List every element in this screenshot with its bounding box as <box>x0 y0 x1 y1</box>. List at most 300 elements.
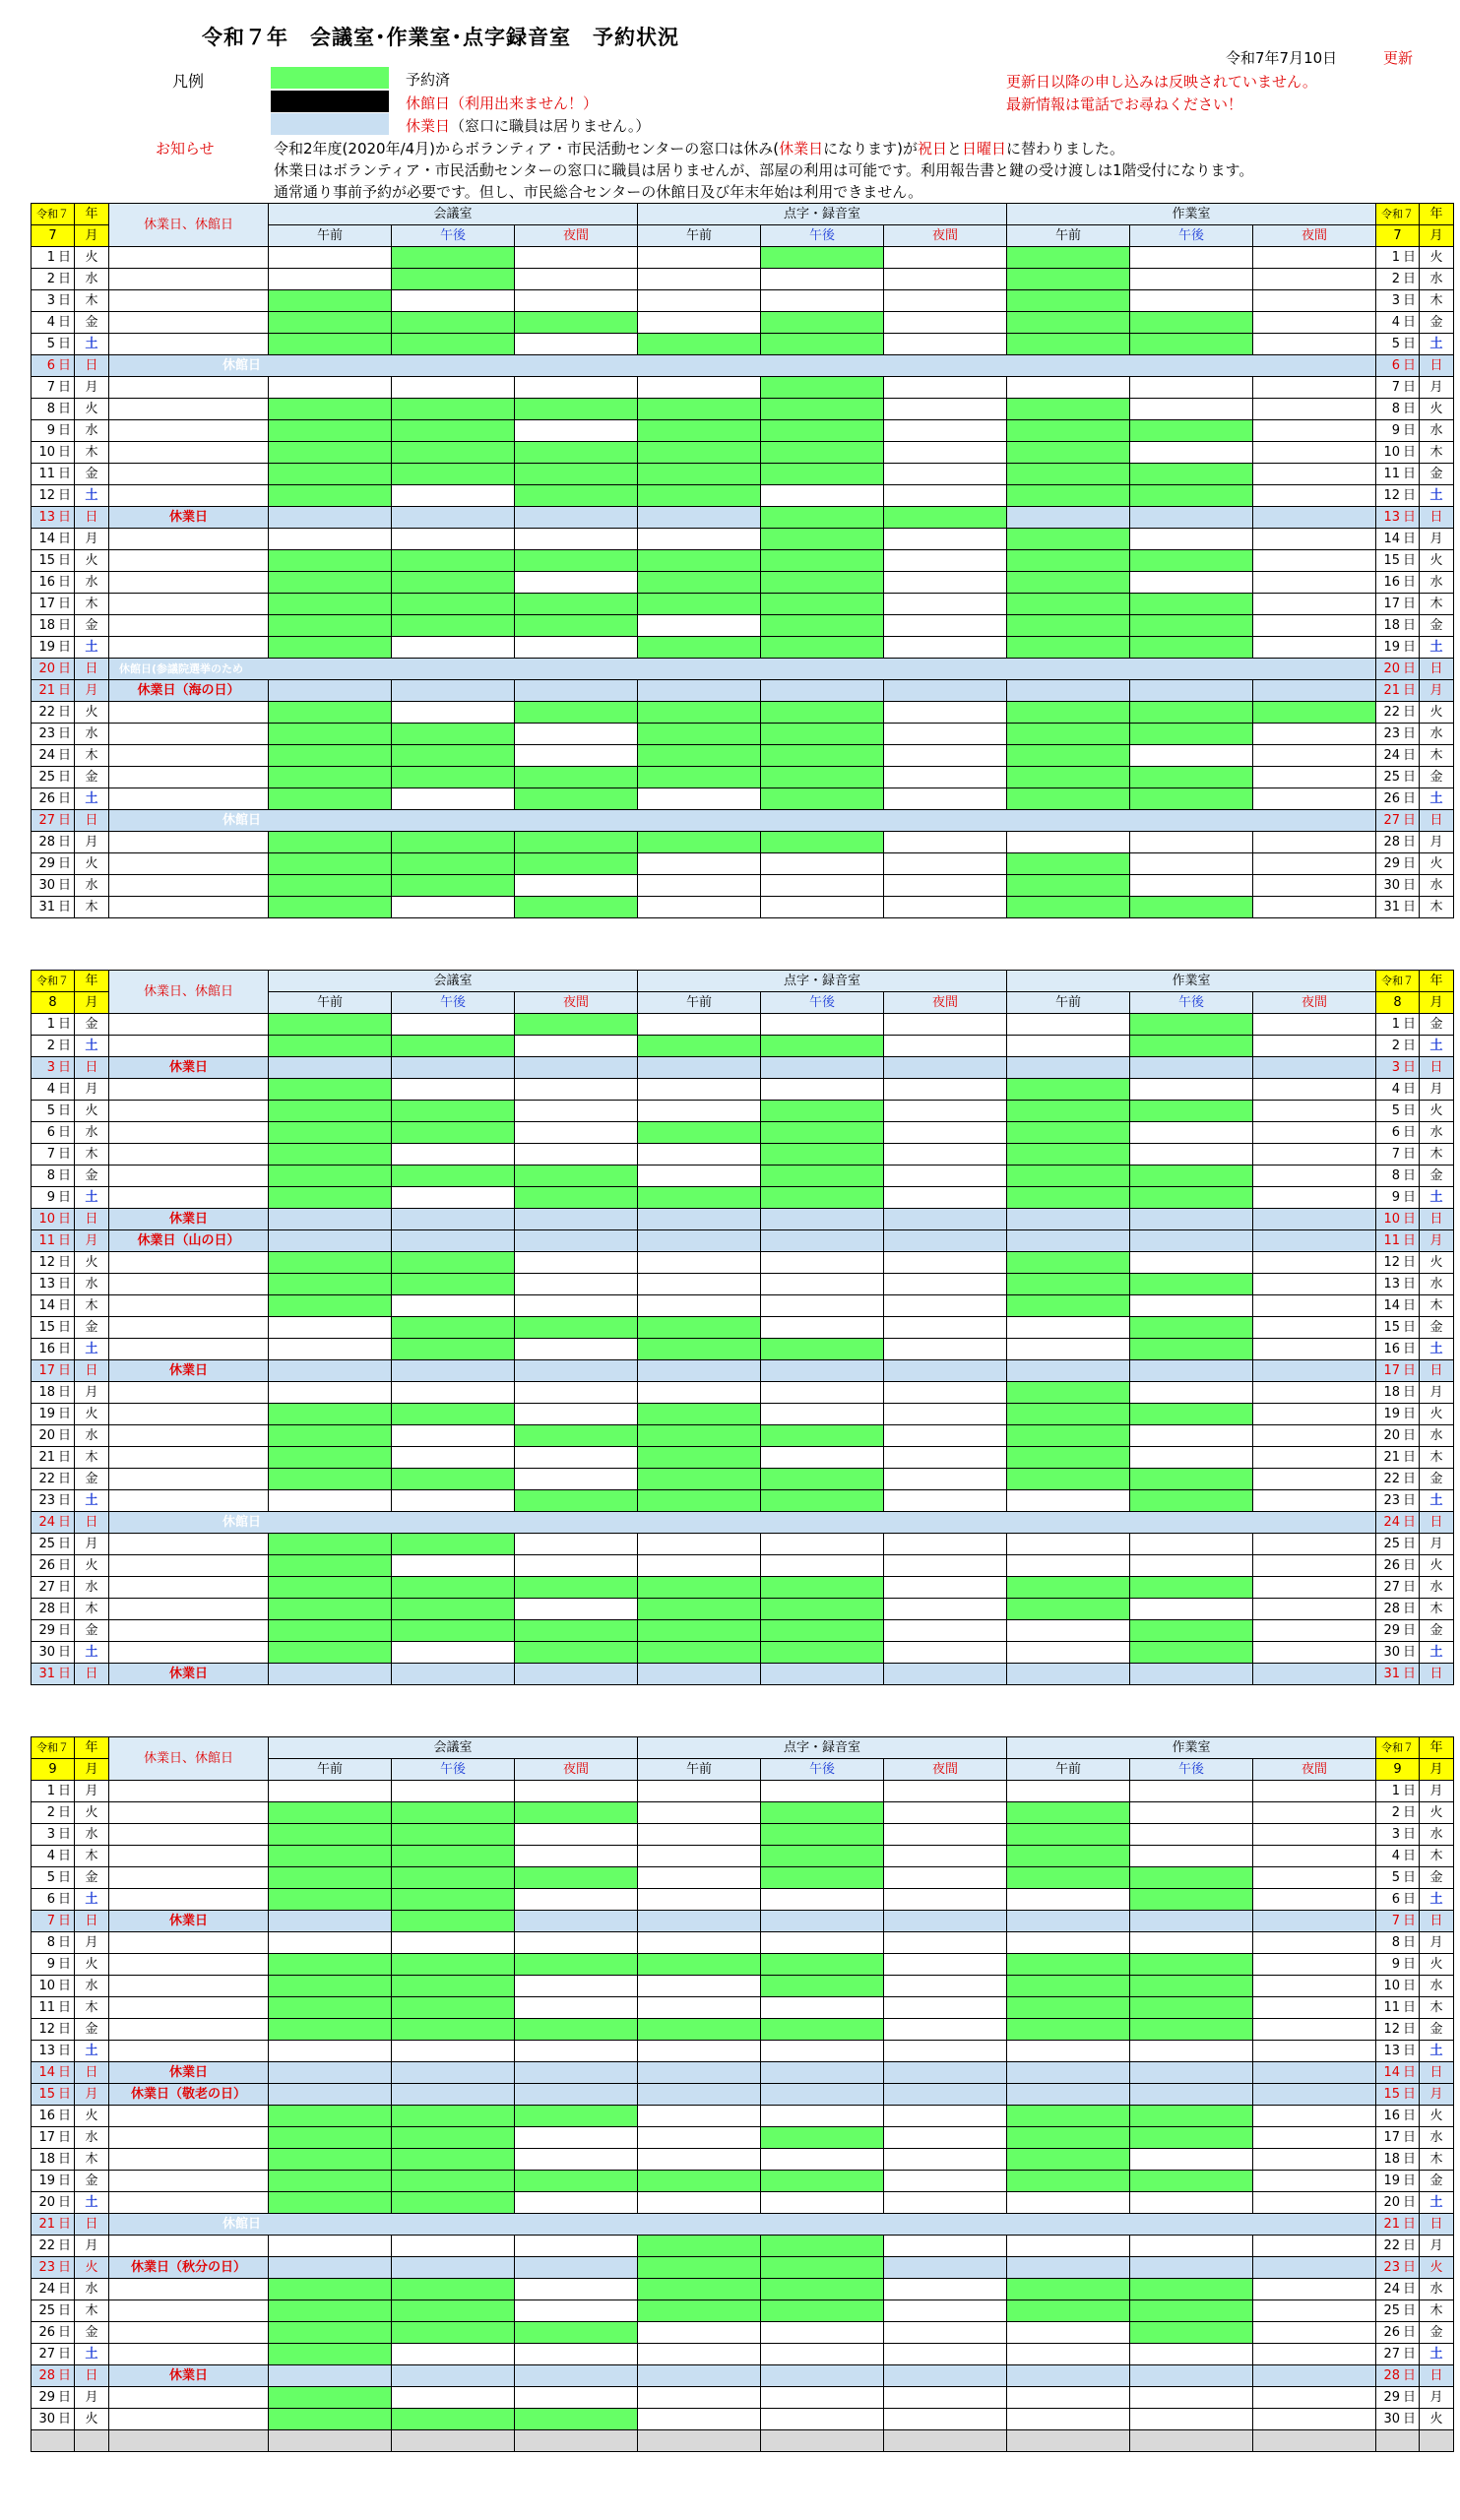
reserved-slot <box>638 334 761 355</box>
empty-cell <box>884 2430 1007 2452</box>
reserved-slot <box>515 1317 638 1339</box>
open-slot <box>515 1101 638 1122</box>
reserved-slot <box>1007 1824 1130 1846</box>
day-value: 11 <box>38 1999 55 2015</box>
open-slot <box>884 247 1007 269</box>
day-value: 27 <box>1383 812 1400 828</box>
open-slot <box>1007 1642 1130 1664</box>
day-number <box>32 1166 75 1187</box>
day-unit: 日 <box>57 2367 71 2383</box>
reserved-slot <box>1007 334 1130 355</box>
weekday: 月 <box>75 2236 109 2257</box>
reserved-slot <box>269 464 392 485</box>
day-number <box>1376 1802 1420 1824</box>
open-slot <box>884 2409 1007 2430</box>
open-slot <box>638 2106 761 2127</box>
day-row <box>32 1642 1454 1664</box>
page-title: 令和７年 会議室･作業室･点字録音室 予約状況 <box>202 26 679 49</box>
open-slot <box>392 2041 515 2062</box>
day-value: 8 <box>46 1934 55 1950</box>
month-section-8 <box>31 970 1454 1685</box>
day-number <box>32 1534 75 1555</box>
day-number <box>1376 897 1420 918</box>
open-slot <box>884 1954 1007 1976</box>
open-slot <box>884 2322 1007 2344</box>
closed-label <box>109 2041 269 2062</box>
open-slot <box>1130 2062 1253 2084</box>
closed-label <box>109 1620 269 1642</box>
day-number <box>32 1997 75 2019</box>
reserved-slot <box>638 767 761 788</box>
open-slot <box>515 247 638 269</box>
open-slot <box>1130 1295 1253 1317</box>
open-slot <box>1007 2257 1130 2279</box>
reserved-slot <box>392 2192 515 2214</box>
reserved-slot <box>515 2409 638 2430</box>
weekday: 金 <box>1420 464 1454 485</box>
reserved-slot <box>269 1144 392 1166</box>
day-value: 9 <box>1391 1189 1400 1205</box>
open-slot <box>515 2041 638 2062</box>
weekday: 金 <box>75 615 109 637</box>
day-unit: 日 <box>57 1891 71 1907</box>
day-unit: 日 <box>57 2173 71 2188</box>
open-slot <box>1007 2041 1130 2062</box>
day-row <box>32 1187 1454 1209</box>
day-value: 21 <box>38 1449 55 1465</box>
open-slot <box>1253 1079 1376 1101</box>
closed-label <box>109 464 269 485</box>
day-number <box>1376 2041 1420 2062</box>
reserved-slot <box>638 637 761 659</box>
open-slot <box>1253 1382 1376 1404</box>
weekday: 月 <box>75 1079 109 1101</box>
open-slot <box>269 269 392 290</box>
open-slot <box>515 1889 638 1911</box>
weekday: 火 <box>75 1802 109 1824</box>
day-row <box>32 1577 1454 1599</box>
weekday: 金 <box>75 312 109 334</box>
reserved-slot <box>1007 2171 1130 2192</box>
weekday: 日 <box>75 1664 109 1685</box>
day-value: 10 <box>1383 444 1400 460</box>
day-value: 5 <box>46 1869 55 1885</box>
open-slot <box>1007 1360 1130 1382</box>
legend-holiday-word: 休業日 <box>406 117 451 135</box>
day-unit: 日 <box>1402 2064 1416 2080</box>
day-number <box>32 1230 75 1252</box>
open-slot <box>1253 1954 1376 1976</box>
day-unit: 日 <box>1402 1038 1416 1053</box>
weekday: 木 <box>75 442 109 464</box>
reserved-slot <box>1130 767 1253 788</box>
notice-1e: と <box>946 140 962 158</box>
open-slot <box>1253 2279 1376 2300</box>
open-slot <box>515 377 638 399</box>
reserved-slot <box>1130 1274 1253 1295</box>
open-slot <box>392 1187 515 1209</box>
reserved-slot <box>269 485 392 507</box>
day-value: 25 <box>1383 769 1400 785</box>
day-unit: 日 <box>1402 249 1416 265</box>
day-unit: 日 <box>57 639 71 655</box>
day-unit: 日 <box>57 2237 71 2253</box>
day-row <box>32 420 1454 442</box>
reserved-slot <box>1007 464 1130 485</box>
day-number <box>32 1036 75 1057</box>
day-value: 16 <box>1383 574 1400 590</box>
open-slot <box>515 2365 638 2387</box>
weekday: 土 <box>1420 1642 1454 1664</box>
open-slot <box>638 615 761 637</box>
closed-label <box>109 1252 269 1274</box>
day-unit: 日 <box>1402 531 1416 546</box>
open-slot <box>884 897 1007 918</box>
day-unit: 日 <box>57 444 71 460</box>
day-number <box>1376 1079 1420 1101</box>
reserved-slot <box>1007 1599 1130 1620</box>
open-slot <box>761 1911 884 1932</box>
day-row <box>32 1360 1454 1382</box>
month-unit: 月 <box>75 1759 109 1781</box>
day-row <box>32 1469 1454 1490</box>
day-value: 12 <box>1383 487 1400 503</box>
weekday: 水 <box>1420 1577 1454 1599</box>
open-slot <box>1253 2106 1376 2127</box>
open-slot <box>761 897 884 918</box>
open-slot <box>1007 2322 1130 2344</box>
slot-header: 夜間 <box>515 992 638 1014</box>
open-slot <box>884 1447 1007 1469</box>
day-value: 14 <box>38 531 55 546</box>
day-number <box>1376 1425 1420 1447</box>
day-row <box>32 1620 1454 1642</box>
day-unit: 日 <box>57 855 71 871</box>
weekday: 火 <box>1420 1802 1454 1824</box>
open-slot <box>1253 1166 1376 1187</box>
day-value: 7 <box>46 1913 55 1928</box>
day-value: 22 <box>38 2237 55 2253</box>
weekday: 火 <box>75 399 109 420</box>
day-value: 19 <box>38 1406 55 1421</box>
day-number <box>32 2322 75 2344</box>
day-row <box>32 1122 1454 1144</box>
open-slot <box>1130 269 1253 290</box>
year-cell: 年 <box>1420 1737 1454 1759</box>
day-unit: 日 <box>57 1644 71 1660</box>
day-value: 12 <box>1383 1254 1400 1270</box>
open-slot <box>1253 1781 1376 1802</box>
day-row <box>32 1382 1454 1404</box>
closed-day-bar: 休館日(参議院選挙のため <box>109 659 1376 680</box>
day-unit: 日 <box>57 1167 71 1183</box>
day-value: 1 <box>1391 1016 1400 1032</box>
day-number <box>32 1512 75 1534</box>
open-slot <box>515 420 638 442</box>
year-cell: 年 <box>1420 971 1454 992</box>
day-unit: 日 <box>1402 855 1416 871</box>
reserved-slot <box>761 1036 884 1057</box>
reserved-slot <box>1130 420 1253 442</box>
day-number <box>1376 637 1420 659</box>
slot-header: 午前 <box>638 992 761 1014</box>
month-number: 7 <box>1376 225 1420 247</box>
open-slot <box>884 1079 1007 1101</box>
open-slot <box>1253 312 1376 334</box>
day-value: 2 <box>1391 271 1400 286</box>
open-slot <box>1253 464 1376 485</box>
open-slot <box>638 2041 761 2062</box>
reserved-slot <box>269 1534 392 1555</box>
open-slot <box>884 399 1007 420</box>
open-slot <box>515 290 638 312</box>
open-slot <box>884 1382 1007 1404</box>
legend-text-reserved: 予約済 <box>406 71 451 89</box>
reserved-slot <box>638 1599 761 1620</box>
slot-header: 午後 <box>1130 1759 1253 1781</box>
open-slot <box>638 1976 761 1997</box>
reserved-slot <box>1007 1252 1130 1274</box>
open-slot <box>638 2192 761 2214</box>
closed-label <box>109 853 269 875</box>
open-slot <box>1007 2365 1130 2387</box>
open-slot <box>269 2236 392 2257</box>
reserved-slot <box>1007 724 1130 745</box>
day-unit: 日 <box>57 2129 71 2145</box>
closed-label <box>109 1469 269 1490</box>
day-value: 23 <box>38 1492 55 1508</box>
reserved-slot <box>1130 1187 1253 1209</box>
reserved-slot <box>269 2409 392 2430</box>
open-slot <box>884 312 1007 334</box>
weekday: 金 <box>75 1867 109 1889</box>
notice-1f: 日曜日 <box>961 140 1006 158</box>
day-value: 30 <box>38 877 55 893</box>
day-value: 30 <box>38 1644 55 1660</box>
weekday: 日 <box>75 2365 109 2387</box>
day-unit: 日 <box>57 1956 71 1972</box>
day-value: 17 <box>38 596 55 611</box>
day-unit: 日 <box>57 1848 71 1863</box>
open-slot <box>884 1036 1007 1057</box>
day-number <box>1376 1534 1420 1555</box>
empty-cell <box>1253 2430 1376 2452</box>
day-unit: 日 <box>57 552 71 568</box>
day-number <box>32 1057 75 1079</box>
open-slot <box>515 875 638 897</box>
reserved-slot <box>269 1577 392 1599</box>
notice-1a: 令和2年度(2020年/4月)からボランティア・市民活動センターの窓口は休み( <box>274 140 780 158</box>
month-section-7 <box>31 203 1454 918</box>
day-number <box>32 1014 75 1036</box>
weekday: 水 <box>1420 1824 1454 1846</box>
open-slot <box>269 529 392 550</box>
day-value: 2 <box>46 1804 55 1820</box>
day-row <box>32 1846 1454 1867</box>
day-row <box>32 1954 1454 1976</box>
weekday: 火 <box>1420 2106 1454 2127</box>
reserved-slot <box>761 1122 884 1144</box>
weekday: 日 <box>75 2062 109 2084</box>
weekday: 木 <box>1420 2149 1454 2171</box>
open-slot <box>515 2257 638 2279</box>
reserved-slot <box>392 1404 515 1425</box>
open-slot <box>884 702 1007 724</box>
open-slot <box>1007 507 1130 529</box>
weekday: 木 <box>75 594 109 615</box>
day-number <box>32 269 75 290</box>
open-slot <box>1007 1932 1130 1954</box>
day-row <box>32 1339 1454 1360</box>
day-row <box>32 290 1454 312</box>
open-slot <box>1253 1122 1376 1144</box>
open-slot <box>1007 1057 1130 1079</box>
day-number <box>32 2365 75 2387</box>
reserved-slot <box>1130 1997 1253 2019</box>
closed-label <box>109 2409 269 2430</box>
closed-label <box>109 1781 269 1802</box>
day-value: 16 <box>38 574 55 590</box>
reserved-slot <box>269 1620 392 1642</box>
open-slot <box>884 615 1007 637</box>
day-value: 21 <box>1383 2216 1400 2232</box>
open-slot <box>761 1555 884 1577</box>
room-header: 作業室 <box>1007 1737 1376 1759</box>
reserved-slot <box>1130 1339 1253 1360</box>
closed-label <box>109 1555 269 1577</box>
day-value: 30 <box>1383 1644 1400 1660</box>
day-unit: 日 <box>1402 1783 1416 1798</box>
day-unit: 日 <box>57 271 71 286</box>
reserved-slot <box>515 2019 638 2041</box>
day-value: 5 <box>1391 336 1400 351</box>
day-row <box>32 637 1454 659</box>
notice-line-1 <box>274 138 1124 158</box>
reserved-slot <box>269 2192 392 2214</box>
day-number <box>32 1802 75 1824</box>
open-slot <box>638 2084 761 2106</box>
day-number <box>32 572 75 594</box>
open-slot <box>515 1599 638 1620</box>
open-slot <box>1007 2084 1130 2106</box>
open-slot <box>269 2084 392 2106</box>
day-unit: 日 <box>1402 1557 1416 1573</box>
open-slot <box>638 1209 761 1230</box>
open-slot <box>269 1911 392 1932</box>
open-slot <box>884 2062 1007 2084</box>
day-unit: 日 <box>1402 2021 1416 2037</box>
reserved-slot <box>638 1339 761 1360</box>
weekday: 水 <box>1420 1425 1454 1447</box>
legend-swatch-holiday <box>271 113 389 135</box>
day-number <box>1376 2084 1420 2106</box>
open-slot <box>1007 1490 1130 1512</box>
day-value: 23 <box>38 725 55 741</box>
open-slot <box>269 1932 392 1954</box>
day-unit: 日 <box>1402 704 1416 720</box>
day-value: 26 <box>1383 790 1400 806</box>
closed-label <box>109 2192 269 2214</box>
closed-label: 休業日 <box>109 1664 269 1685</box>
open-slot <box>1130 290 1253 312</box>
open-slot <box>515 572 638 594</box>
weekday: 日 <box>75 1360 109 1382</box>
open-slot <box>1130 2149 1253 2171</box>
open-slot <box>1253 1824 1376 1846</box>
day-number <box>1376 2365 1420 2387</box>
day-number <box>32 1911 75 1932</box>
open-slot <box>884 1057 1007 1079</box>
day-value: 11 <box>38 466 55 481</box>
day-unit: 日 <box>1402 2151 1416 2167</box>
day-number <box>1376 1295 1420 1317</box>
reserved-slot <box>515 1166 638 1187</box>
closed-label <box>109 745 269 767</box>
reserved-slot <box>638 464 761 485</box>
open-slot <box>515 1447 638 1469</box>
day-value: 17 <box>1383 1362 1400 1378</box>
reserved-slot <box>269 1997 392 2019</box>
open-slot <box>1253 1274 1376 1295</box>
weekday: 火 <box>1420 1101 1454 1122</box>
open-slot <box>1253 420 1376 442</box>
day-unit: 日 <box>1402 1492 1416 1508</box>
day-unit: 日 <box>57 1254 71 1270</box>
day-value: 8 <box>46 1167 55 1183</box>
day-unit: 日 <box>57 661 71 676</box>
day-unit: 日 <box>57 1783 71 1798</box>
closed-label: 休業日 <box>109 2365 269 2387</box>
reserved-slot <box>761 464 884 485</box>
reserved-slot <box>1130 1577 1253 1599</box>
day-value: 15 <box>1383 2086 1400 2102</box>
open-slot <box>1253 1976 1376 1997</box>
reserved-slot <box>761 1867 884 1889</box>
weekday: 木 <box>75 1997 109 2019</box>
open-slot <box>1130 853 1253 875</box>
day-row <box>32 615 1454 637</box>
weekday: 日 <box>1420 2214 1454 2236</box>
weekday: 水 <box>1420 2127 1454 2149</box>
weekday: 金 <box>75 1469 109 1490</box>
weekday: 木 <box>1420 1295 1454 1317</box>
open-slot <box>884 1664 1007 1685</box>
day-unit: 日 <box>57 574 71 590</box>
reserved-slot <box>1130 788 1253 810</box>
day-unit: 日 <box>1402 682 1416 698</box>
table-header-row <box>32 1737 1454 1759</box>
reserved-slot <box>638 442 761 464</box>
open-slot <box>884 1534 1007 1555</box>
weekday: 木 <box>1420 1599 1454 1620</box>
reserved-slot <box>269 853 392 875</box>
weekday: 金 <box>1420 615 1454 637</box>
month-unit: 月 <box>75 225 109 247</box>
open-slot <box>884 290 1007 312</box>
day-number <box>1376 1187 1420 1209</box>
closed-label <box>109 1339 269 1360</box>
year-cell: 年 <box>75 204 109 225</box>
closed-label <box>109 2149 269 2171</box>
open-slot <box>761 2409 884 2430</box>
day-value: 9 <box>1391 1956 1400 1972</box>
closed-label <box>109 529 269 550</box>
closed-label <box>109 724 269 745</box>
weekday: 水 <box>75 1122 109 1144</box>
room-header: 点字・録音室 <box>638 971 1007 992</box>
open-slot <box>638 1664 761 1685</box>
weekday: 木 <box>75 290 109 312</box>
